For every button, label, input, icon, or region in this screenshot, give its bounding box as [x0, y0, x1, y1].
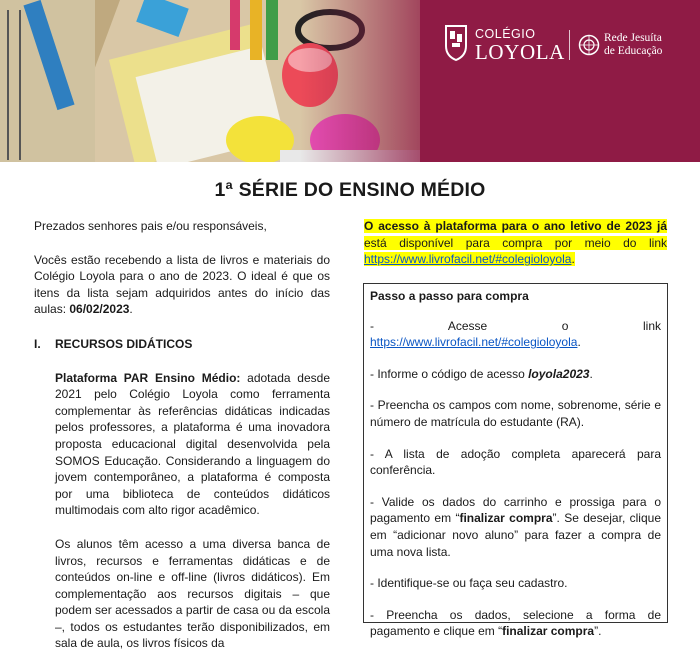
access-note: O acesso à plataforma para o ano letivo de 2023 já está disponível para compra por meio do link https://www.livrofacil.net/#colegioloyola.	[364, 219, 667, 267]
classes-start-date: 06/02/2023	[69, 302, 130, 317]
left-column	[34, 218, 330, 652]
step-3: - Preencha os campos com nome, sobrenome, série e número de matrícula do estudante (RA).	[370, 398, 661, 429]
section-title: RECURSOS DIDÁTICOS	[55, 336, 193, 351]
header-banner	[0, 0, 700, 162]
step-4: - A lista de adoção completa aparecerá para conferência.	[370, 446, 661, 478]
intro-paragraph: Vocês estão recebendo a lista de livros e materiais do Colégio Loyola para o ano de 2023. O ideal é que os itens da lista sejam adquiridos antes do início das aulas: 06/02/2023.	[34, 252, 330, 317]
students-paragraph: Os alunos têm acesso a uma diversa banca de livros, recursos e ferramentas didáticas e de conteúdos on-line e off-line (livros didáticos). Em complementação aos recursos digitais – que podem ser acessados a partir de casa ou da escola –, todos os estudantes terão disponibilizados, em sala de aula, os livros físicos da	[55, 536, 330, 651]
step-6: - Identifique-se ou faça seu cadastro.	[370, 576, 568, 591]
platform-paragraph: Plataforma PAR Ensino Médio: adotada desde 2021 pelo Colégio Loyola como ferramenta complementar às referências didáticas indicadas pelos professores, a plataforma é uma inovadora proposta educacional digital desenvolvida pela SOMOS Educação. Considerando a linguagem do jovem contemporâneo, a plataforma é composta por uma biblioteca de conteúdos didáticos multimodais com alto rigor acadêmico.	[55, 370, 330, 518]
livrofacil-link[interactable]: https://www.livrofacil.net/#colegioloyola	[364, 252, 572, 267]
step-7: - Preencha os dados, selecione a forma de pagamento e clique em “finalizar compra”.	[370, 607, 661, 639]
school-name-line1: COLÉGIO	[475, 27, 536, 41]
platform-name: Plataforma PAR Ensino Médio:	[55, 370, 241, 385]
school-name-line2: LOYOLA	[475, 40, 565, 64]
step-1: - Acesse o link https://www.livrofacil.net/#colegioloyola.	[370, 318, 661, 350]
access-code: loyola2023	[528, 366, 590, 381]
section-heading	[34, 336, 330, 353]
page-title: 1ª SÉRIE DO ENSINO MÉDIO	[214, 179, 486, 201]
step-5: - Valide os dados do carrinho e prossiga para o pagamento em “finalizar compra”. Se desejar, clique em “adicionar novo aluno” para fazer a compra de uma nova lista.	[370, 494, 661, 559]
step-link[interactable]: https://www.livrofacil.net/#colegioloyola	[370, 335, 578, 350]
box-title: Passo a passo para compra	[370, 289, 529, 303]
network-name-line1: Rede Jesuíta	[604, 32, 662, 44]
step-2: - Informe o código de acesso loyola2023.	[370, 366, 593, 381]
section-number: I.	[34, 336, 41, 351]
greeting: Prezados senhores pais e/ou responsáveis,	[34, 219, 267, 233]
crest-icon	[443, 24, 469, 62]
purchase-steps-box	[363, 283, 668, 639]
network-name-line2: de Educação	[604, 45, 663, 57]
right-column	[364, 218, 667, 268]
jesuit-seal-icon	[578, 34, 600, 56]
